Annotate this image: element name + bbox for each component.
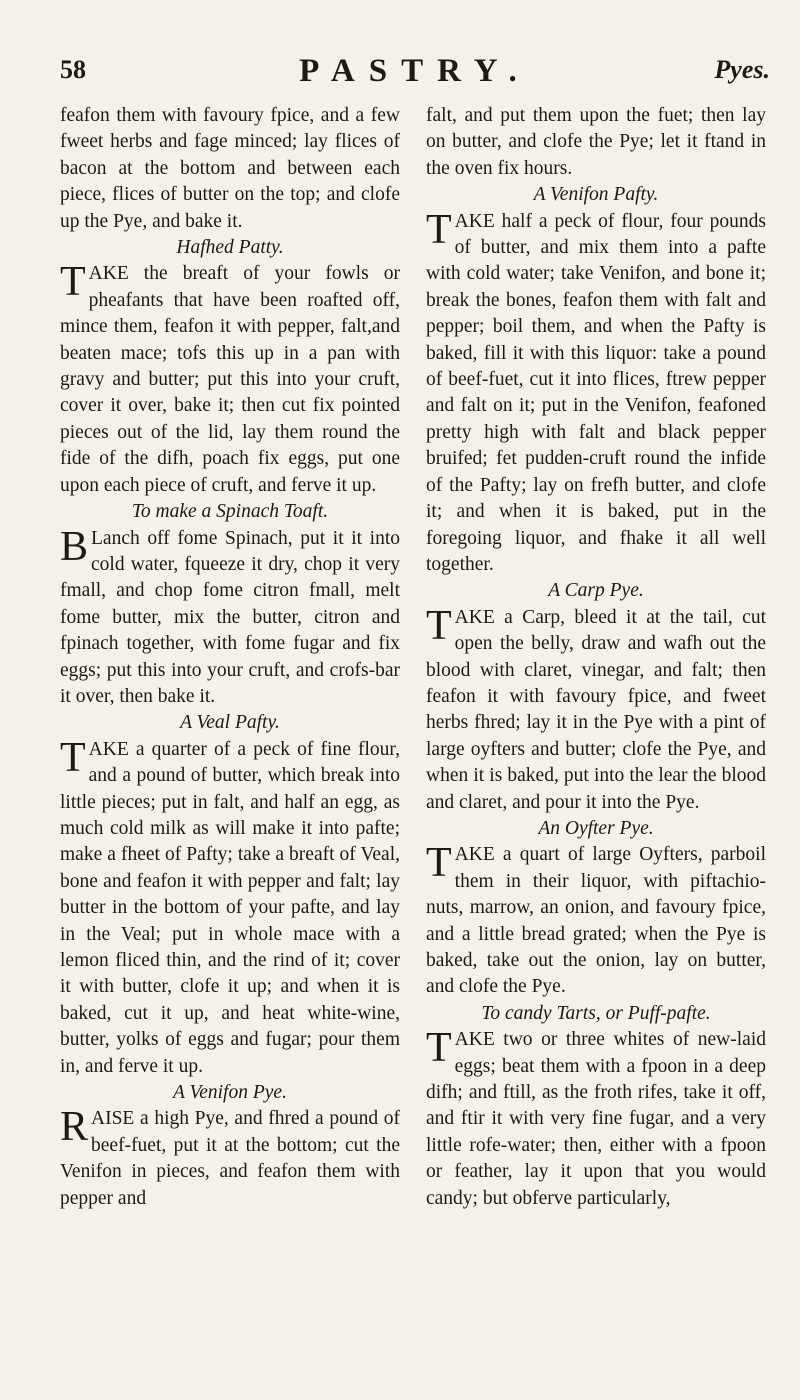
recipe-text: TAKE a Carp, bleed it at the tail, cut open the belly, draw and wafh out the blood with claret, vinegar, and falt; then feafon it with favoury fpice, and fweet herbs fhred; lay it in the Pye with a pint of large oyfters and butter; clofe the Pye, and when it is baked, put into the lear the blood and claret, and pour it into the Pye. <box>426 602 766 813</box>
recipe-text: BLanch off fome Spinach, put it it into cold water, fqueeze it dry, chop it very fmall, and chop fome citron fmall, melt fome butter, mix the butter, citron and fpinach together, with fome fugar and fix eggs; put this into your cruft, and crofs-bar it over, then bake it. <box>60 523 400 707</box>
recipe-text: TAKE two or three whites of new-laid eggs; beat them with a fpoon in a deep difh; and ftill, as the froth rifes, take it off, and ftir it with very fine fugar, and a very little rofe-water; then, either with a fpoon or feather, lay it upon that you would candy; but obferve particularly, <box>426 1025 766 1209</box>
recipe-title: To make a Spinach Toaft. <box>131 501 329 523</box>
continued-paragraph: falt, and put them upon the fuet; then lay on butter, and clofe the Pye; let it ftand in the oven fix hours. <box>426 105 766 179</box>
recipe-title: A Veal Pafty. <box>180 712 280 734</box>
right-column <box>426 103 766 1212</box>
continued-paragraph: feafon them with favoury fpice, and a few fweet herbs and fage minced; lay flices of bacon at the bottom and between each piece, flices of butter on the top; and clofe up the Pye, and bake it. <box>60 105 400 232</box>
recipe-title: A Venifon Pye. <box>173 1082 287 1104</box>
recipe-title: An Oyfter Pye. <box>538 817 654 839</box>
recipe-text: TAKE the breaft of your fowls or pheafants that have been roafted off, mince them, feafon it with pepper, falt,and beaten mace; tofs this up in a pan with gravy and butter; put this into your cruft, cover it over, bake it; then cut fix pointed pieces out of the lid, lay them round the fide of the difh, poach fix eggs, put one upon each piece of cruft, and ferve it up. <box>60 259 400 496</box>
page-number: 58 <box>60 55 86 84</box>
text-columns <box>60 103 770 1212</box>
recipe-text: RAISE a high Pye, and fhred a pound of beef-fuet, put it at the bottom; cut the Venifon in pieces, and feafon them with pepper and <box>60 1104 400 1209</box>
section-title: Pyes. <box>714 55 770 84</box>
recipe-title: Hafhed Patty. <box>176 237 284 259</box>
running-head <box>60 55 770 99</box>
recipe-title: A Carp Pye. <box>548 580 644 602</box>
recipe-text: TAKE a quarter of a peck of fine flour, and a pound of butter, which break into little pieces; put in falt, and half an egg, as much cold milk as will make it into pafte; make a fheet of Pafty; take a breaft of Veal, bone and feafon it with pepper and falt; lay butter in the bottom of your pafte, and lay in the Veal; put in whole mace with a lemon fliced thin, and the rind of it; cover it with butter, clofe it up; and when it is baked, cut it up, and heat white-wine, butter, yolks of eggs and fugar; pour them in, and ferve it up. <box>60 734 400 1077</box>
left-column <box>60 103 400 1212</box>
recipe-text: TAKE a quart of large Oyfters, parboil them in their liquor, with piftachio-nuts, marrow, an onion, and favoury fpice, and a little bread grated; when the Pye is baked, take out the onion, lay on butter, and clofe the Pye. <box>426 840 766 998</box>
recipe-text: TAKE half a peck of flour, four pounds of butter, and mix them into a pafte with cold water; take Venifon, and bone it; break the bones, feafon them with falt and pepper; boil them, and when the Pafty is baked, fill it with this liquor: take a pound of beef-fuet, cut it into flices, ftrew pepper and falt on it; put in the Venifon, feafoned pretty high with falt and black pepper bruifed; fet pudden-cruft round the infide of the Pafty; lay on frefh butter, and clofe it; and when it is baked, put in the foregoing liquor, and fhake it all well together. <box>426 206 766 575</box>
recipe-title: To candy Tarts, or Puff-pafte. <box>481 1002 711 1024</box>
recipe-title: A Venifon Pafty. <box>533 184 659 206</box>
page-title: PASTRY. <box>299 53 531 89</box>
